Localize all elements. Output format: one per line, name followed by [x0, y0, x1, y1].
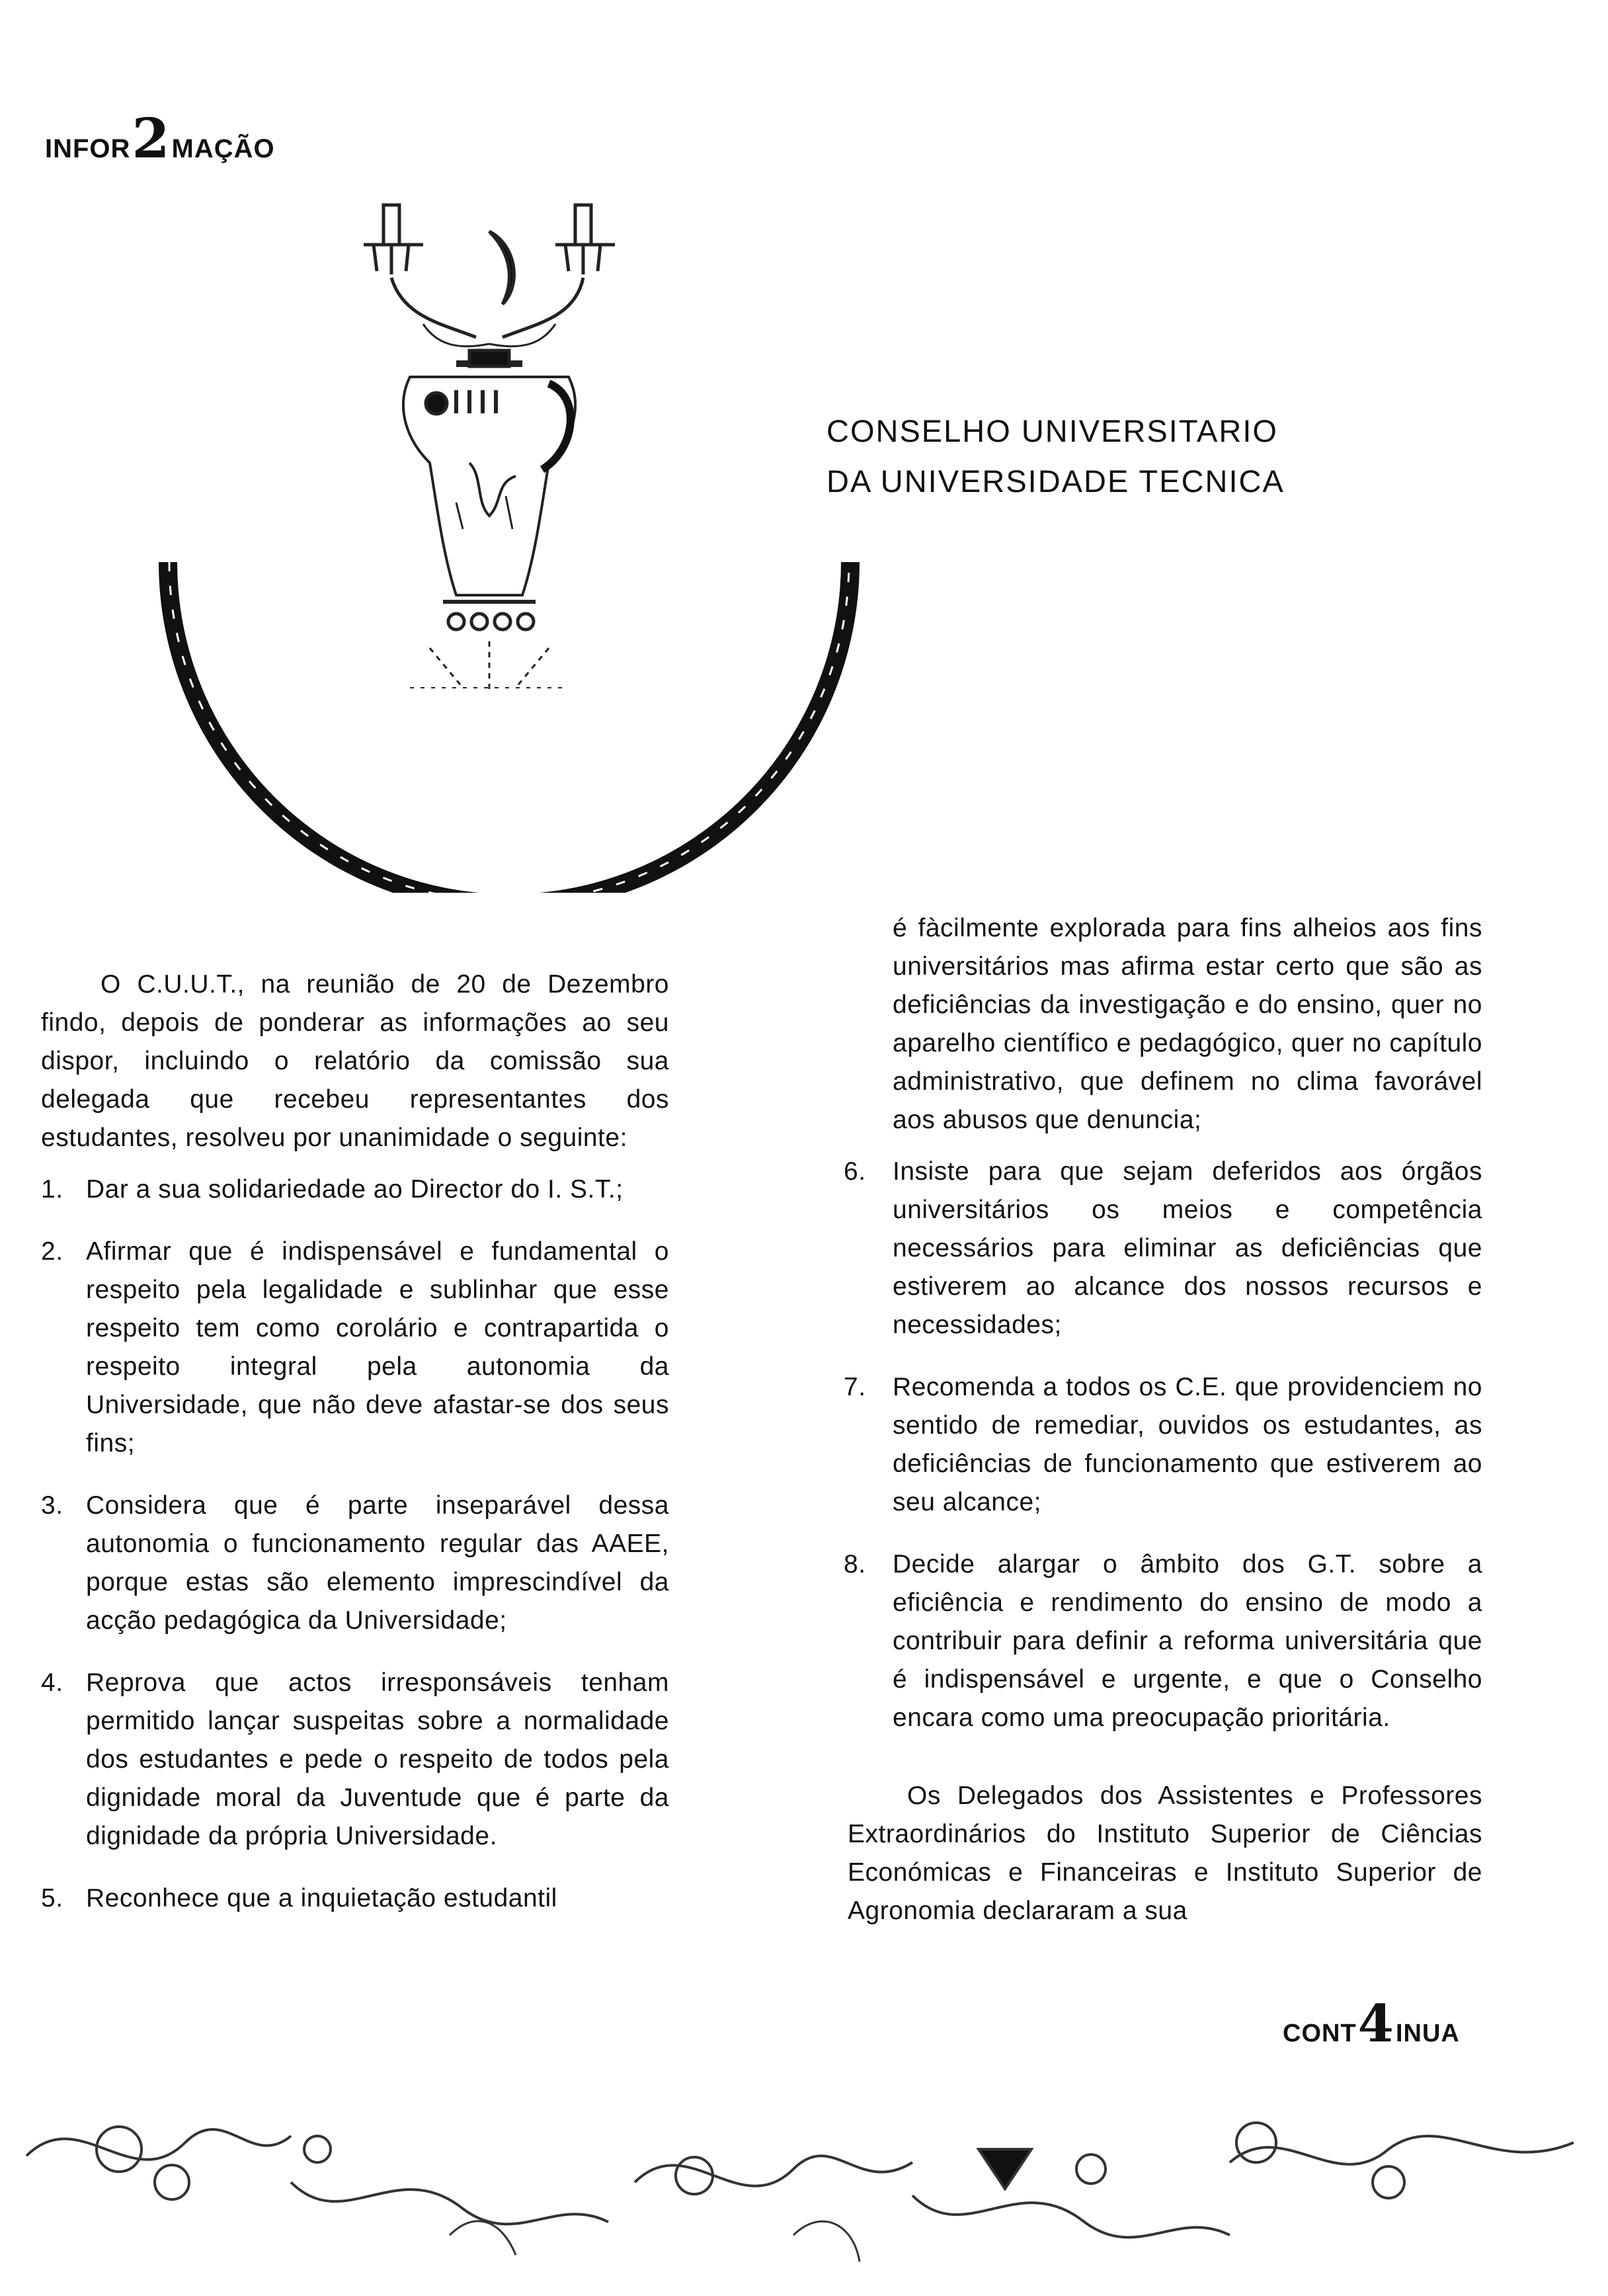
item-5-continuation: é fàcilmente explorada para fins alheios aos fins universitários mas afirma estar certo que são as deficiências da investigação e do ensino, quer no aparelho científico e pedagógico, quer no capítulo administrativo, que definem no clima favorável aos abusos que denuncia; [893, 914, 1482, 1134]
item-text: Considera que é parte inseparável dessa autonomia o funcionamento regular das AAEE, porque estas são elemento imprescindível da acção pedagógica da Universidade; [86, 1491, 669, 1635]
masthead-prefix: INFOR [45, 134, 131, 163]
item-number: 1. [41, 1175, 63, 1204]
title-line-2: DA UNIVERSIDADE TECNICA [826, 464, 1285, 499]
candelabra-emblem-illustration [145, 185, 886, 893]
continued-marker [1283, 1994, 1460, 2054]
masthead-suffix: MAÇÃO [171, 134, 275, 163]
item-number: 5. [41, 1884, 63, 1912]
left-column [41, 965, 669, 1918]
resolution-item-3 [41, 1487, 669, 1640]
item-number: 4. [41, 1668, 63, 1697]
resolution-item-4 [41, 1664, 669, 1856]
article-title [826, 406, 1329, 507]
candelabra-drawing [364, 205, 615, 694]
item-number: 7. [844, 1373, 866, 1401]
item-number: 3. [41, 1491, 63, 1520]
floral-ornament-border [0, 2063, 1608, 2296]
closing-paragraph: Os Delegados dos Assistentes e Professores Extraordinários do Instituto Superior de Ciências Económicas e Financeiras e Instituto Superior de Agronomia declararam a sua [848, 1782, 1482, 1925]
emblem-arc [159, 562, 860, 893]
item-number: 2. [41, 1237, 63, 1266]
title-line-1: CONSELHO UNIVERSITARIO [826, 413, 1278, 448]
publication-masthead [45, 107, 275, 171]
item-number: 8. [844, 1550, 866, 1578]
item-number: 6. [844, 1157, 866, 1186]
item-text: Recomenda a todos os C.E. que providenciem no sentido de remediar, ouvidos os estudantes, as deficiências de funcionamento que estiverem ao seu alcance; [893, 1373, 1482, 1516]
intro-paragraph: O C.U.U.T., na reunião de 20 de Dezembro findo, depois de ponderar as informações ao seu dispor, incluindo o relatório da comissão sua delegada que recebeu representantes dos estudantes, resolveu por unanimidade o seguinte: [41, 970, 669, 1152]
continued-suffix: INUA [1395, 2020, 1460, 2047]
issue-number: 2 [132, 107, 171, 171]
right-column [844, 909, 1482, 1930]
resolution-item-6 [844, 1153, 1482, 1344]
continued-prefix: CONT [1283, 2020, 1357, 2047]
resolution-item-7 [844, 1368, 1482, 1522]
item-text: Decide alargar o âmbito dos G.T. sobre a eficiência e rendimento do ensino de modo a contribuir para definir a reforma universitária que é indispensável e urgente, e que o Conselho encara como uma preocupação prioritária. [893, 1550, 1482, 1732]
item-text: Reprova que actos irresponsáveis tenham permitido lançar suspeitas sobre a normalidade dos estudantes e pede o respeito de todos pela dignidade moral da Juventude que é parte da dignidade da própria Universidade. [86, 1668, 669, 1850]
page-number: 4 [1357, 1994, 1394, 2054]
item-text: Dar a sua solidariedade ao Director do I. S.T.; [86, 1175, 623, 1204]
resolution-item-2 [41, 1233, 669, 1463]
item-text: Insiste para que sejam deferidos aos órgãos universitários os meios e competência necessários para eliminar as deficiências que estiverem ao alcance dos nossos recursos e necessidades; [893, 1157, 1482, 1339]
item-text: Reconhece que a inquietação estudantil [86, 1884, 557, 1912]
item-text: Afirmar que é indispensável e fundamental o respeito pela legalidade e sublinhar que esse respeito tem como corolário e contrapartida o respeito integral pela autonomia da Universidade, que não deve afastar-se dos seus fins; [86, 1237, 669, 1457]
resolution-item-1 [41, 1170, 669, 1209]
resolution-item-8 [844, 1545, 1482, 1737]
resolution-item-5 [41, 1879, 669, 1918]
